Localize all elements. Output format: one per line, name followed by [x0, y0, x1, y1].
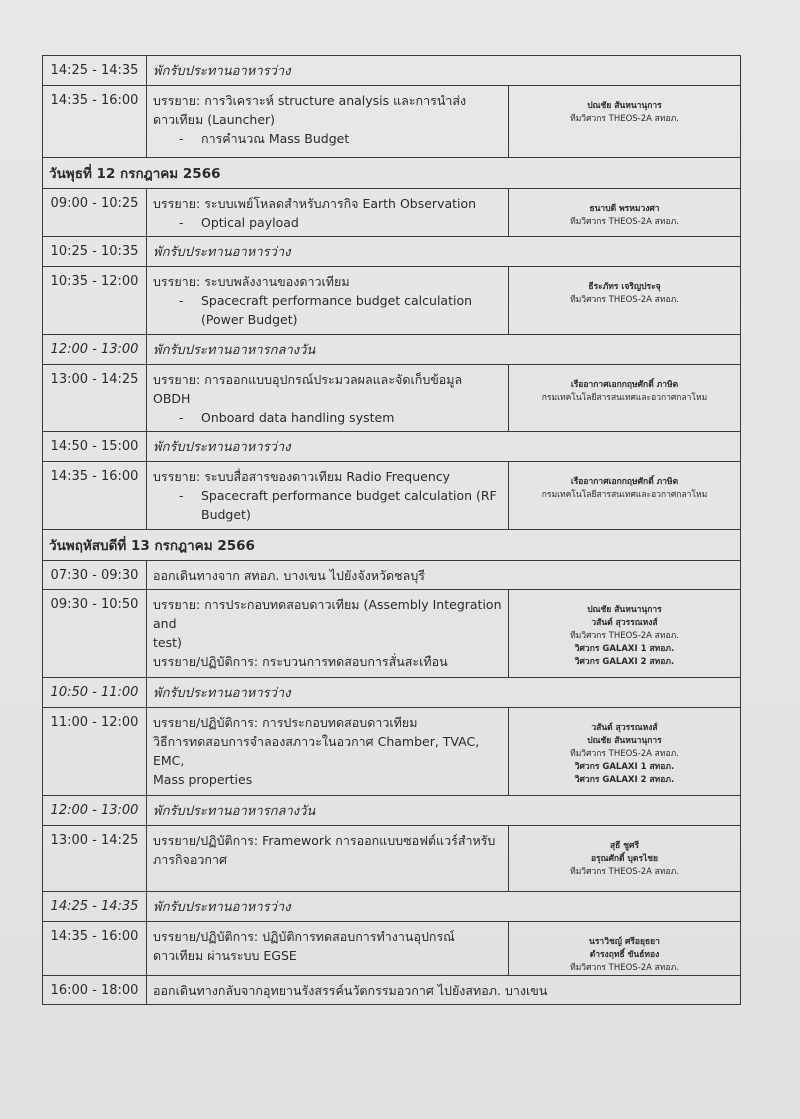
schedule-row-day [43, 530, 741, 561]
break-label: พักรับประทานอาหารว่าง [147, 56, 741, 86]
session-description [147, 708, 509, 796]
schedule-row-travel [43, 976, 741, 1005]
responsible-org: ทีมวิศวกร THEOS-2A สทอภ. [570, 217, 679, 227]
responsible-name: ปณชัย สันหนานุการ [587, 101, 662, 111]
responsible-org: ทีมวิศวกร THEOS-2A สทอภ. [570, 963, 679, 973]
responsible-org: ทีมวิศวกร THEOS-2A สทอภ. [570, 631, 679, 641]
schedule-row-session [43, 462, 741, 530]
responsible-cell [509, 708, 741, 796]
session-description [147, 365, 509, 432]
time-cell: 13:00 - 14:25 [43, 365, 147, 432]
schedule-row-session [43, 708, 741, 796]
responsible-org: กรมเทคโนโลยีสารสนเทศและอวกาศกลาโหม [541, 490, 708, 500]
schedule-row-break [43, 432, 741, 462]
responsible-org: วิศวกร GALAXI 2 สทอภ. [574, 775, 675, 785]
time-cell: 10:25 - 10:35 [43, 237, 147, 267]
time-cell: 12:00 - 13:00 [43, 335, 147, 365]
sub-topic-continuation: Budget) [201, 507, 251, 522]
session-description [147, 86, 509, 158]
schedule-row-break [43, 796, 741, 826]
time-cell: 10:35 - 12:00 [43, 267, 147, 335]
responsible-name: ดำรงฤทธิ์ ขันธ์ทอง [589, 950, 660, 960]
break-label: พักรับประทานอาหารว่าง [147, 678, 741, 708]
description-line: บรรยาย/ปฏิบัติการ: การประกอบทดสอบดาวเทียม [153, 715, 418, 730]
description-line: บรรยาย/ปฏิบัติการ: Framework การออกแบบซอฟต์แวร์สำหรับ [153, 833, 496, 848]
responsible-name: อรุณศักดิ์ บุตรไชย [590, 854, 659, 864]
session-description [147, 590, 509, 678]
time-cell: 09:30 - 10:50 [43, 590, 147, 678]
schedule-row-session [43, 590, 741, 678]
description-line: test) [153, 635, 182, 650]
time-cell: 10:50 - 11:00 [43, 678, 147, 708]
description-line: บรรยาย/ปฏิบัติการ: กระบวนการทดสอบการสั่นสะเทือน [153, 654, 448, 669]
break-label: พักรับประทานอาหารว่าง [147, 432, 741, 462]
responsible-cell [509, 922, 741, 976]
responsible-name: ธนาบดี พรหมวงศา [589, 204, 660, 214]
schedule-row-travel [43, 561, 741, 590]
description-line: บรรยาย: การวิเคราะห์ structure analysis และการนำส่ง [153, 93, 467, 108]
time-cell: 14:35 - 16:00 [43, 462, 147, 530]
schedule-body [43, 56, 741, 1005]
schedule-row-session [43, 267, 741, 335]
time-cell: 07:30 - 09:30 [43, 561, 147, 590]
responsible-org: วิศวกร GALAXI 2 สทอภ. [574, 657, 675, 667]
sub-topic-text: การคำนวณ Mass Budget [201, 131, 350, 146]
break-label: พักรับประทานอาหารกลางวัน [147, 335, 741, 365]
bullet-dash: - [179, 131, 184, 146]
time-cell: 11:00 - 12:00 [43, 708, 147, 796]
schedule-row-session [43, 365, 741, 432]
responsible-name: เรืออากาศเอกกฤษศักดิ์ ภาษิต [570, 380, 679, 390]
responsible-org: วิศวกร GALAXI 1 สทอภ. [574, 644, 675, 654]
time-cell: 14:25 - 14:35 [43, 56, 147, 86]
break-label: พักรับประทานอาหารกลางวัน [147, 796, 741, 826]
description-line: Mass properties [153, 772, 253, 787]
schedule-row-day [43, 158, 741, 189]
schedule-row-session [43, 86, 741, 158]
responsible-cell [509, 590, 741, 678]
schedule-row-break [43, 56, 741, 86]
break-label: พักรับประทานอาหารว่าง [147, 892, 741, 922]
session-description [147, 189, 509, 237]
bullet-dash: - [179, 215, 184, 230]
sub-topic-text: Spacecraft performance budget calculation (RF [201, 488, 497, 503]
schedule-row-break [43, 237, 741, 267]
responsible-name: วสันต์ สุวรรณหงส์ [591, 723, 658, 733]
responsible-name: วสันต์ สุวรรณหงส์ [591, 618, 658, 628]
time-cell: 14:50 - 15:00 [43, 432, 147, 462]
responsible-name: ปณชัย สันหนานุการ [587, 736, 662, 746]
schedule-row-break [43, 678, 741, 708]
schedule-table [42, 55, 741, 1005]
responsible-name: ธีระภัทร เจริญประจุ [588, 282, 661, 292]
bullet-dash: - [179, 410, 184, 425]
session-description [147, 826, 509, 892]
responsible-org: ทีมวิศวกร THEOS-2A สทอภ. [570, 114, 679, 124]
description-line: บรรยาย: ระบบสื่อสารของดาวเทียม Radio Frequency [153, 469, 451, 484]
day-heading: วันพฤหัสบดีที่ 13 กรกฎาคม 2566 [43, 530, 741, 561]
sub-topic-text: Onboard data handling system [201, 410, 395, 425]
sub-topic [153, 129, 502, 148]
schedule-row-break [43, 335, 741, 365]
sub-topic [153, 486, 502, 505]
responsible-name: เรืออากาศเอกกฤษศักดิ์ ภาษิต [570, 477, 679, 487]
sub-topic-text: Optical payload [201, 215, 299, 230]
description-line: บรรยาย: ระบบเพย์โหลดสำหรับภารกิจ Earth Observation [153, 196, 477, 211]
sub-topic [153, 213, 502, 232]
responsible-org: ทีมวิศวกร THEOS-2A สทอภ. [570, 749, 679, 759]
time-cell: 14:25 - 14:35 [43, 892, 147, 922]
schedule-row-session [43, 826, 741, 892]
description-line: วิธีการทดสอบการจำลองสภาวะในอวกาศ Chamber, TVAC, EMC, [153, 734, 480, 768]
description-line: บรรยาย: ระบบพลังงานของดาวเทียม [153, 274, 350, 289]
description-line: ภารกิจอวกาศ [153, 852, 227, 867]
time-cell: 16:00 - 18:00 [43, 976, 147, 1005]
time-cell: 14:35 - 16:00 [43, 922, 147, 976]
time-cell: 14:35 - 16:00 [43, 86, 147, 158]
time-cell: 13:00 - 14:25 [43, 826, 147, 892]
time-cell: 09:00 - 10:25 [43, 189, 147, 237]
description-line: บรรยาย: การออกแบบอุปกรณ์ประมวลผลและจัดเก็บข้อมูล OBDH [153, 372, 463, 406]
responsible-cell [509, 86, 741, 158]
responsible-org: ทีมวิศวกร THEOS-2A สทอภ. [570, 295, 679, 305]
responsible-org: วิศวกร GALAXI 1 สทอภ. [574, 762, 675, 772]
responsible-cell [509, 189, 741, 237]
time-cell: 12:00 - 13:00 [43, 796, 147, 826]
day-heading: วันพุธที่ 12 กรกฎาคม 2566 [43, 158, 741, 189]
schedule-row-break [43, 892, 741, 922]
session-description [147, 267, 509, 335]
break-label: พักรับประทานอาหารว่าง [147, 237, 741, 267]
sub-topic [153, 291, 502, 310]
description-line: บรรยาย: การประกอบทดสอบดาวเทียม (Assembly Integration and [153, 597, 502, 631]
sub-topic-text: Spacecraft performance budget calculation [201, 293, 473, 308]
travel-label: ออกเดินทางกลับจากอุทยานรังสรรค์นวัตกรรมอวกาศ ไปยังสทอภ. บางเขน [147, 976, 741, 1005]
responsible-name: สุธี ชูศรี [609, 841, 640, 851]
travel-label: ออกเดินทางจาก สทอภ. บางเขน ไปยังจังหวัดชลบุรี [147, 561, 741, 590]
session-description [147, 462, 509, 530]
schedule-row-session [43, 189, 741, 237]
responsible-name: นราวิชญ์ ศรีอยุธยา [589, 937, 660, 947]
description-line: ดาวเทียม ผ่านระบบ EGSE [153, 948, 297, 963]
responsible-org: ทีมวิศวกร THEOS-2A สทอภ. [570, 867, 679, 877]
description-line: ดาวเทียม (Launcher) [153, 112, 276, 127]
session-description [147, 922, 509, 976]
bullet-dash: - [179, 488, 184, 503]
description-line: บรรยาย/ปฏิบัติการ: ปฏิบัติการทดสอบการทำงานอุปกรณ์ [153, 929, 455, 944]
responsible-cell [509, 365, 741, 432]
responsible-cell [509, 267, 741, 335]
responsible-cell [509, 462, 741, 530]
responsible-cell [509, 826, 741, 892]
responsible-name: ปณชัย สันหนานุการ [587, 605, 662, 615]
responsible-org: กรมเทคโนโลยีสารสนเทศและอวกาศกลาโหม [541, 393, 708, 403]
bullet-dash: - [179, 293, 184, 308]
sub-topic [153, 408, 502, 427]
schedule-row-session [43, 922, 741, 976]
sub-topic-continuation: (Power Budget) [201, 312, 298, 327]
